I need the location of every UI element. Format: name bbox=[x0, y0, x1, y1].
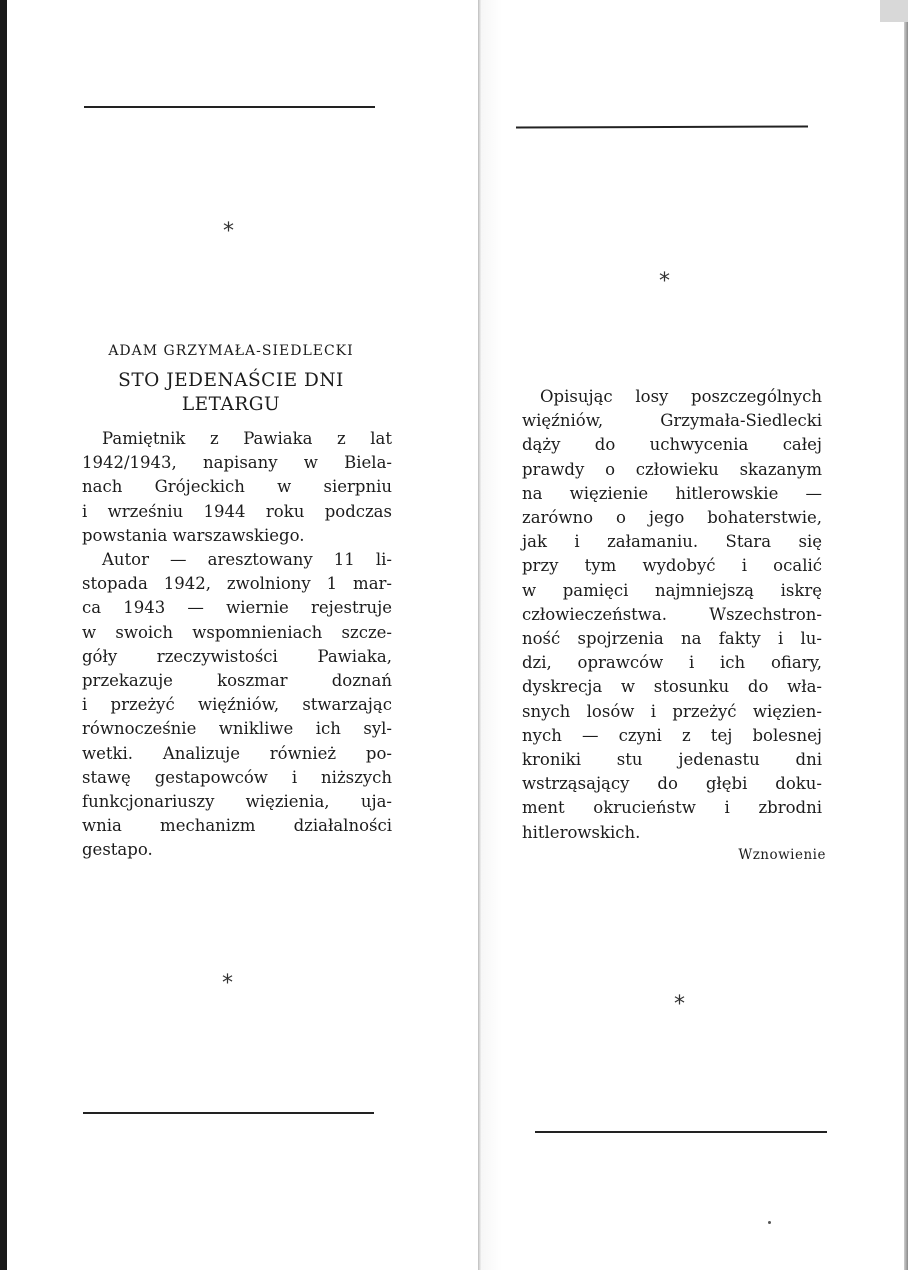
right-bottom-asterisk: * bbox=[674, 992, 685, 1017]
left-paragraph-2 bbox=[82, 548, 392, 863]
left-description bbox=[82, 427, 392, 863]
right-paragraph bbox=[522, 385, 822, 845]
text-line: w pamięci najmniejszą iskrę bbox=[522, 580, 822, 600]
text-line: prawdy o człowieku skazanym bbox=[522, 459, 822, 479]
text-line: Pamiętnik z Pawiaka z lat bbox=[102, 429, 392, 448]
left-paragraph-1 bbox=[82, 427, 392, 548]
text-line: góły rzeczywistości Pawiaka, bbox=[82, 646, 392, 666]
text-line: przy tym wydobyć i ocalić bbox=[522, 556, 822, 576]
text-line: 1942/1943, napisany w Biela- bbox=[82, 453, 392, 473]
text-line: ca 1943 — wiernie rejestruje bbox=[82, 598, 392, 618]
text-line: stopada 1942, zwolniony 1 mar- bbox=[82, 574, 392, 594]
book-title-line-2: LETARGU bbox=[181, 394, 281, 415]
right-top-asterisk: * bbox=[659, 269, 670, 294]
left-bottom-asterisk: * bbox=[222, 971, 233, 996]
text-line: wnia mechanizm działalności bbox=[82, 816, 392, 836]
scan-edge-left bbox=[0, 0, 7, 1270]
text-line: ment okrucieństw i zbrodni bbox=[522, 798, 822, 818]
text-line: dąży do uchwycenia całej bbox=[522, 435, 822, 455]
author-name: ADAM GRZYMAŁA-SIEDLECKI bbox=[108, 343, 354, 359]
text-line: Opisując losy poszczególnych bbox=[540, 387, 822, 406]
text-line: w swoich wspomnieniach szcze- bbox=[82, 622, 392, 642]
text-line: nach Grójeckich w sierpniu bbox=[82, 477, 392, 497]
text-line: i przeżyć więźniów, stwarzając bbox=[82, 695, 392, 715]
scan-edge-right bbox=[904, 0, 908, 1270]
right-bottom-rule bbox=[535, 1131, 827, 1133]
page-fold bbox=[478, 0, 481, 1270]
text-line: wstrząsający do głębi doku- bbox=[522, 774, 822, 794]
text-line: gestapo. bbox=[82, 840, 153, 860]
text-line: hitlerowskich. bbox=[522, 822, 641, 842]
text-line: stawę gestapowców i niższych bbox=[82, 767, 392, 787]
text-line: snych losów i przeżyć więzien- bbox=[522, 701, 822, 721]
text-line: Autor — aresztowany 11 li- bbox=[102, 550, 392, 570]
book-title bbox=[100, 369, 362, 417]
text-line: człowieczeństwa. Wszechstron- bbox=[522, 604, 822, 624]
text-line: przekazuje koszmar doznań bbox=[82, 671, 392, 691]
reissue-note: Wznowienie bbox=[738, 847, 826, 863]
text-line: na więzienie hitlerowskie — bbox=[522, 483, 822, 503]
left-bottom-rule bbox=[83, 1112, 374, 1114]
text-line: dyskrecja w stosunku do wła- bbox=[522, 677, 822, 697]
text-line: jak i załamaniu. Stara się bbox=[522, 532, 822, 552]
right-description bbox=[522, 385, 822, 845]
text-line: dzi, oprawców i ich ofiary, bbox=[522, 653, 822, 673]
left-top-asterisk: * bbox=[223, 219, 234, 244]
text-line: równocześnie wnikliwe ich syl- bbox=[82, 719, 392, 739]
left-top-rule bbox=[84, 106, 375, 108]
text-line: funkcjonariuszy więzienia, uja- bbox=[82, 792, 392, 812]
text-line: więźniów, Grzymała-Siedlecki bbox=[522, 411, 822, 431]
text-line: zarówno o jego bohaterstwie, bbox=[522, 508, 822, 528]
book-title-line-1: STO JEDENAŚCIE DNI bbox=[118, 370, 344, 391]
text-line: powstania warszawskiego. bbox=[82, 525, 305, 545]
text-line: wetki. Analizuje również po- bbox=[82, 743, 392, 763]
text-line: i wrześniu 1944 roku podczas bbox=[82, 501, 392, 521]
scan-edge-top bbox=[880, 0, 908, 22]
text-line: kroniki stu jedenastu dni bbox=[522, 750, 822, 770]
text-line: nych — czyni z tej bolesnej bbox=[522, 725, 822, 745]
paper-speck bbox=[768, 1221, 771, 1224]
text-line: ność spojrzenia na fakty i lu- bbox=[522, 629, 822, 649]
